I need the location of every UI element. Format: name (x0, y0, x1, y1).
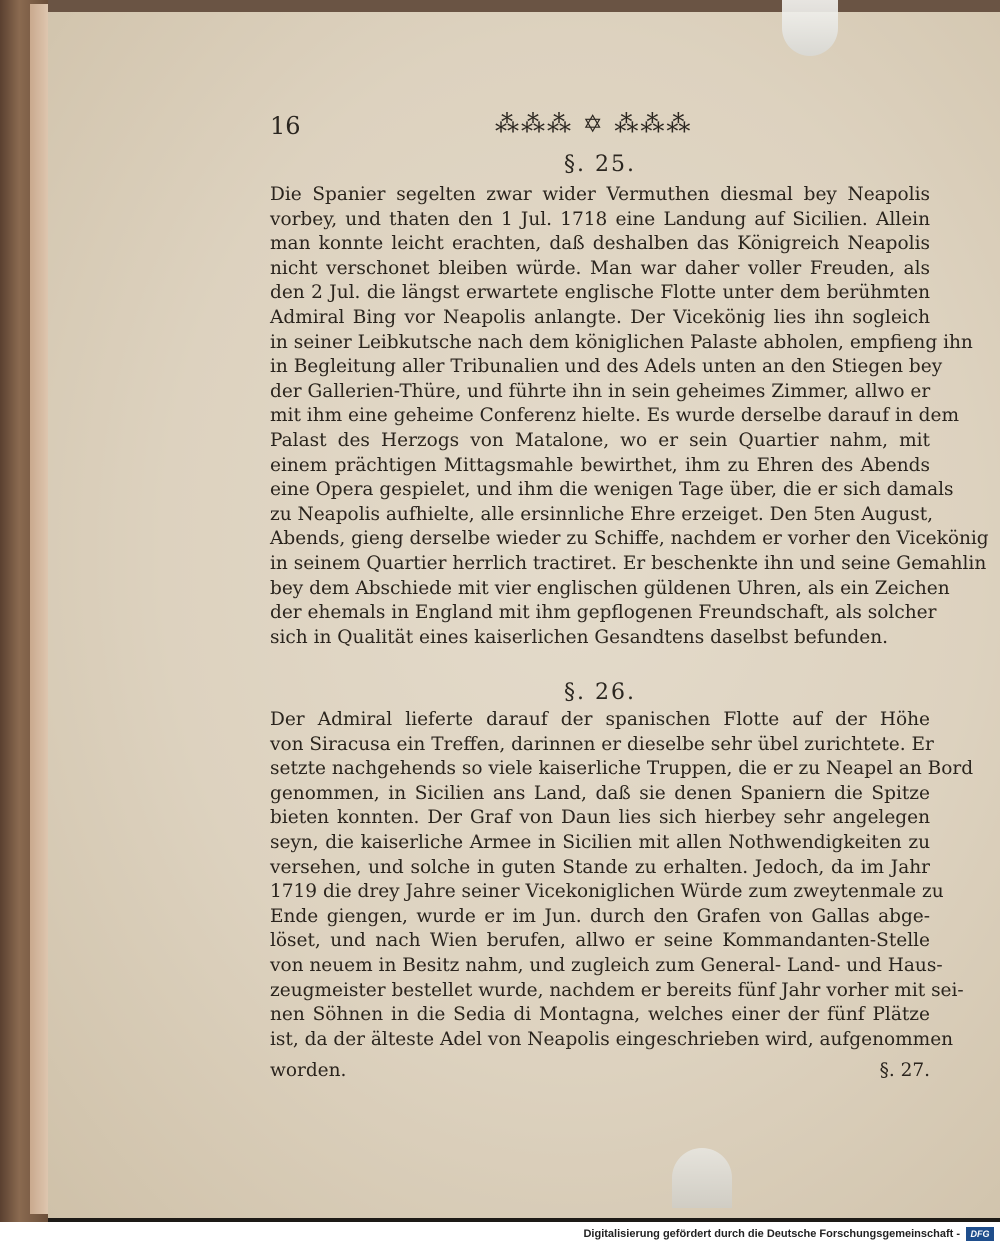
text-line: seyn, die kaiserliche Armee in Sicilien mit allen Nothwendigkeiten zu (270, 831, 930, 853)
text-line: Der Admiral lieferte darauf der spanischen Flotte auf der Höhe (270, 709, 930, 730)
text-line: Abends, gieng derselbe wieder zu Schiffe, nachdem er vorher den Vicekönig (270, 528, 989, 550)
page-header (270, 112, 930, 142)
text-line: versehen, und solche in guten Stande zu erhalten. Jedoch, da im Jahr (270, 856, 930, 878)
text-line: bey dem Abschiede mit vier englischen güldenen Uhren, als ein Zeichen (270, 577, 950, 599)
catchword: §. 27. (879, 1060, 930, 1081)
last-word: worden. (270, 1060, 347, 1081)
text-line: in Begleitung aller Tribunalien und des Adels unten an den Stiegen bey (270, 356, 943, 378)
text-line: löset, und nach Wien berufen, allwo er seine Kommandanten-Stelle (270, 930, 930, 952)
text-line: ist, da der älteste Adel von Neapolis eingeschrieben wird, aufgenommen (270, 1028, 954, 1050)
text-line: nen Söhnen in die Sedia di Montagna, welches einer der fünf Plätze (270, 1004, 930, 1026)
text-line: sich in Qualität eines kaiserlichen Gesandtens daselbst befunden. (270, 626, 889, 648)
section-heading-26: §. 26. (564, 680, 636, 705)
catchword-row (270, 1058, 930, 1083)
text-line: Admiral Bing vor Neapolis anlangte. Der Vicekönig lies ihn sogleich (270, 306, 930, 328)
text-line: von neuem in Besitz nahm, und zugleich zum General- Land- und Haus- (270, 954, 943, 976)
text-line: Die Spanier segelten zwar wider Vermuthen diesmal bey Neapolis (270, 184, 930, 205)
text-line: einem prächtigen Mittagsmahle bewirthet, ihm zu Ehren des Abends (270, 454, 930, 476)
text-line: der Gallerien-Thüre, und führte ihn in sein geheimes Zimmer, allwo er (270, 380, 931, 402)
text-line: in seinem Quartier herrlich tractiret. Er beschenkte ihn und seine Gemahlin (270, 552, 987, 574)
text-line: Ende giengen, wurde er im Jun. durch den Grafen von Gallas abge- (270, 905, 930, 927)
text-line: 1719 die drey Jahre seiner Vicekoniglichen Würde zum zweytenmale zu (270, 881, 944, 903)
text-line: in seiner Leibkutsche nach dem königlichen Palaste abholen, empfieng ihn (270, 331, 973, 353)
text-line: zeugmeister bestellet wurde, nachdem er bereits fünf Jahr vorher mit sei- (270, 979, 964, 1001)
text-line: zu Neapolis aufhielte, alle ersinnliche Ehre erzeiget. Den 5ten August, (270, 503, 934, 525)
section-heading-25: §. 25. (564, 152, 636, 177)
text-line: vorbey, und thaten den 1 Jul. 1718 eine Landung auf Sicilien. Allein (270, 208, 930, 230)
text-line: der ehemals in England mit ihm gepflogenen Freundschaft, als solcher (270, 602, 937, 624)
section-26-text (270, 708, 974, 1052)
text-line: von Siracusa ein Treffen, darinnen er dieselbe sehr übel zurichtete. Er (270, 733, 934, 755)
header-ornament: ⁂⁂⁂ ✡ ⁂⁂⁂ (495, 110, 693, 138)
text-line: nicht verschonet bleiben würde. Man war daher voller Freuden, als (270, 257, 930, 279)
top-binding (48, 0, 1000, 12)
text-line: den 2 Jul. die längst erwartete englische Flotte unter dem berühmten (270, 282, 930, 304)
text-line: bieten konnten. Der Graf von Daun lies sich hierbey sehr angelegen (270, 807, 930, 829)
text-line: Palast des Herzogs von Matalone, wo er sein Quartier nahm, mit (270, 429, 930, 451)
bookmark-tab-bottom (672, 1148, 732, 1208)
footer-credit: Digitalisierung gefördert durch die Deutsche Forschungsgemeinschaft - (583, 1228, 960, 1240)
text-line: eine Opera gespielet, und ihm die wenigen Tage über, die er sich damals (270, 479, 954, 501)
text-line: mit ihm eine geheime Conferenz hielte. Es wurde derselbe darauf in dem (270, 405, 959, 427)
dfg-logo: DFG (966, 1227, 994, 1241)
digitization-footer (0, 1222, 1000, 1247)
text-line: setzte nachgehends so viele kaiserliche Truppen, die er zu Neapel an Bord (270, 758, 974, 780)
text-line: genommen, in Sicilien ans Land, daß sie denen Spaniern die Spitze (270, 782, 930, 804)
page-number: 16 (270, 112, 301, 140)
section-25-text (270, 183, 989, 650)
text-line: man konnte leicht erachten, daß deshalben das Königreich Neapolis (270, 233, 930, 255)
bookmark-tab-top (782, 0, 838, 56)
